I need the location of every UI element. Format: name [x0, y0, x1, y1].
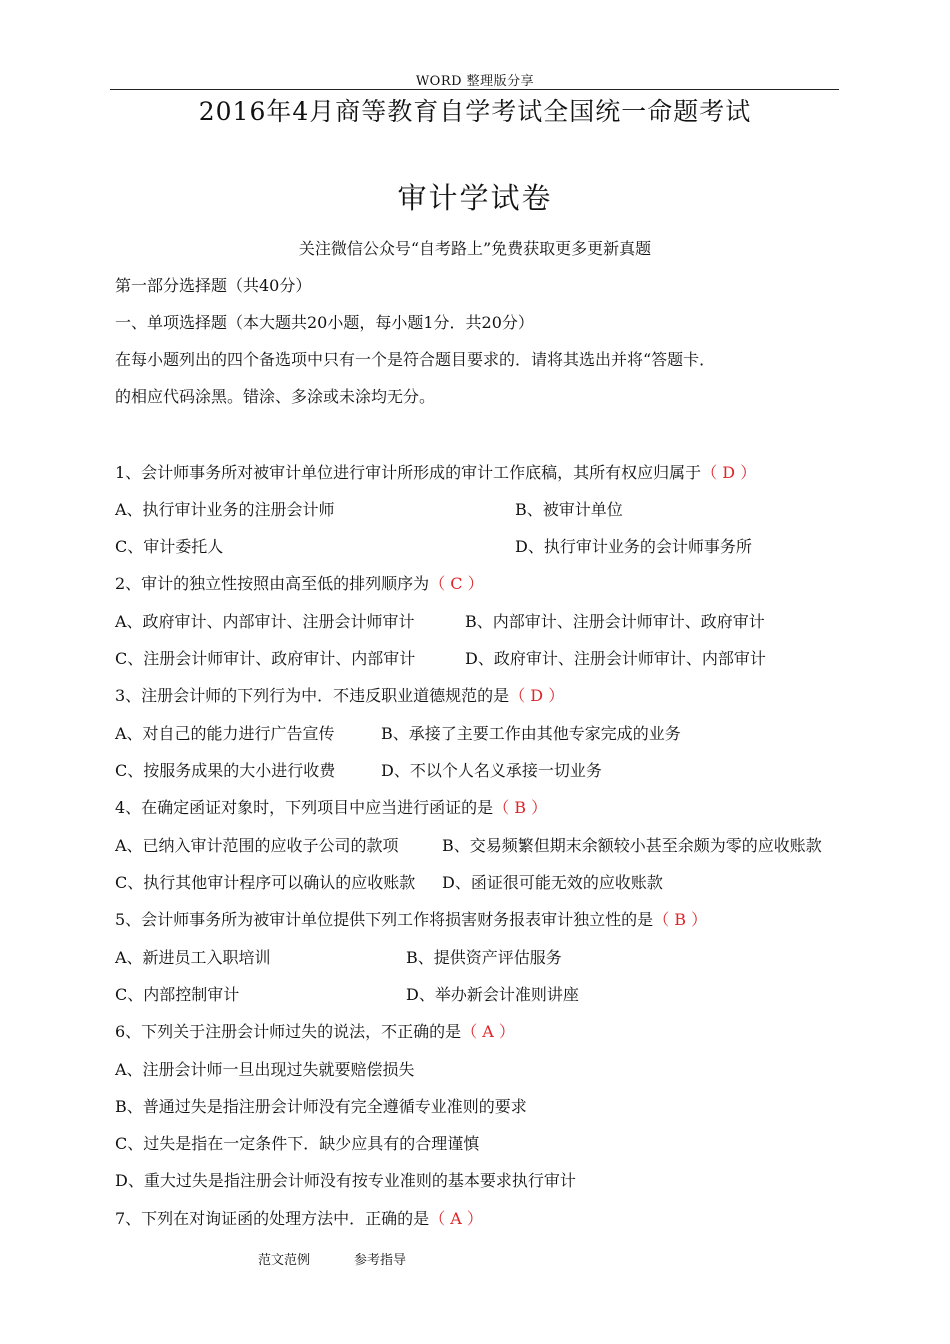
option: C、执行其他审计程序可以确认的应收账款 [115, 873, 416, 892]
option: B、承接了主要工作由其他专家完成的业务 [381, 724, 681, 743]
option: A、已纳入审计范围的应收子公司的款项 [115, 836, 399, 855]
option: A、政府审计、内部审计、注册会计师审计 [115, 612, 415, 631]
question-stem [115, 795, 547, 818]
option: D、举办新会计准则讲座 [406, 985, 579, 1004]
question-stem [115, 1206, 483, 1229]
option: C、过失是指在一定条件下．缺少应具有的合理谨慎 [115, 1134, 480, 1153]
question-text: 5、会计师事务所为被审计单位提供下列工作将损害财务报表审计独立性的是 [115, 910, 654, 929]
answer-mark: （ B ） [653, 910, 708, 929]
option: A、对自己的能力进行广告宣传 [115, 724, 335, 743]
answer-mark: （ C ） [429, 574, 484, 593]
question-stem [115, 907, 707, 930]
option: B、内部审计、注册会计师审计、政府审计 [465, 612, 765, 631]
question-text: 1、会计师事务所对被审计单位进行审计所形成的审计工作底稿，其所有权应归属于 [115, 463, 702, 482]
instruction-line: 在每小题列出的四个备选项中只有一个是符合题目要求的．请将其选出并将“答题卡． [115, 350, 716, 369]
part-heading: 第一部分选择题（共40分） [115, 276, 312, 295]
answer-mark: （ D ） [509, 686, 565, 705]
wechat-notice: 关注微信公众号“自考路上”免费获取更多更新真题 [298, 239, 652, 258]
page-footer [258, 1249, 406, 1268]
option: A、执行审计业务的注册会计师 [115, 500, 335, 519]
option: D、不以个人名义承接一切业务 [381, 761, 602, 780]
option: B、普通过失是指注册会计师没有完全遵循专业准则的要求 [115, 1097, 527, 1116]
question-text: 2、审计的独立性按照由高至低的排列顺序为 [115, 574, 430, 593]
question-stem [115, 1019, 515, 1042]
question-text: 4、在确定函证对象时，下列项目中应当进行函证的是 [115, 798, 494, 817]
footer-left-text: 范文范例 [258, 1253, 311, 1268]
option: C、按服务成果的大小进行收费 [115, 761, 336, 780]
option: B、被审计单位 [515, 500, 623, 519]
option: D、重大过失是指注册会计师没有按专业准则的基本要求执行审计 [115, 1171, 576, 1190]
page-header: WORD 整理版分享 [415, 74, 535, 89]
option: A、新进员工入职培训 [115, 948, 271, 967]
exam-title: 2016年4月商等教育自学考试全国统一命题考试 [198, 97, 752, 126]
answer-mark: （ D ） [701, 463, 757, 482]
option: C、审计委托人 [115, 537, 224, 556]
question-stem [115, 683, 564, 706]
option: C、内部控制审计 [115, 985, 240, 1004]
option: B、交易频繁但期末余额较小甚至余颇为零的应收账款 [442, 836, 822, 855]
header-divider [110, 89, 839, 90]
section-heading: 一、单项选择题（本大题共20小题，每小题1分．共20分） [115, 313, 534, 332]
question-text: 3、注册会计师的下列行为中．不违反职业道德规范的是 [115, 686, 510, 705]
exam-subtitle: 审计学试卷 [397, 181, 553, 215]
option: D、函证很可能无效的应收账款 [442, 873, 663, 892]
instruction-line: 的相应代码涂黑。错涂、多涂或未涂均无分。 [115, 387, 436, 406]
question-stem [115, 571, 484, 594]
answer-mark: （ B ） [493, 798, 548, 817]
option: D、政府审计、注册会计师审计、内部审计 [465, 649, 766, 668]
answer-mark: （ A ） [461, 1022, 515, 1041]
footer-right-text: 参考指导 [354, 1253, 407, 1268]
option: D、执行审计业务的会计师事务所 [515, 537, 752, 556]
answer-mark: （ A ） [429, 1209, 483, 1228]
option: B、提供资产评估服务 [406, 948, 562, 967]
question-stem [115, 460, 756, 483]
option: A、注册会计师一旦出现过失就要赔偿损失 [115, 1060, 415, 1079]
question-text: 6、下列关于注册会计师过失的说法，不正确的是 [115, 1022, 462, 1041]
question-text: 7、下列在对询证函的处理方法中．正确的是 [115, 1209, 430, 1228]
option: C、注册会计师审计、政府审计、内部审计 [115, 649, 416, 668]
